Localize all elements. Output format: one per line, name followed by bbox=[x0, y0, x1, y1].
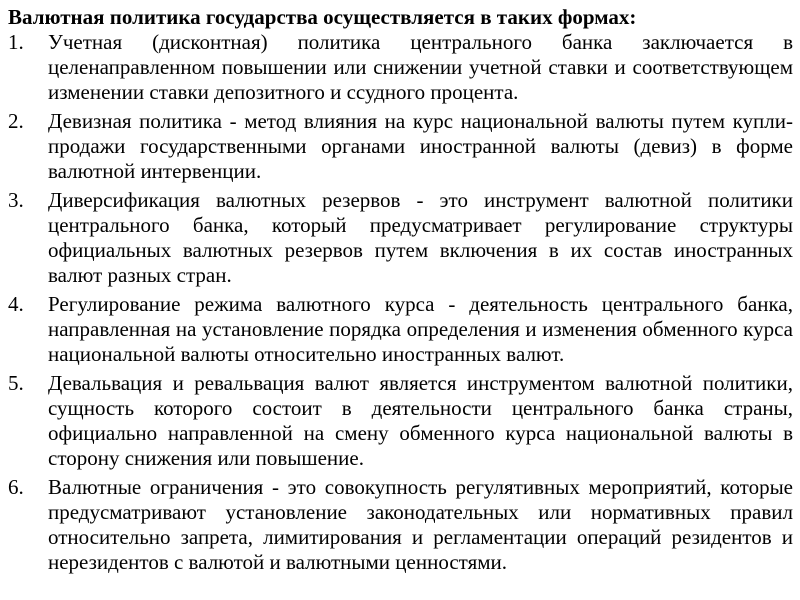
list-item-number: 5. bbox=[8, 371, 24, 395]
list-item-text: Девизная политика - метод влияния на курс национальной валюты путем купли-продажи государственными органами иностранной валюты (девиз) в форме валютной интервенции. bbox=[48, 109, 793, 183]
list-item-number: 6. bbox=[8, 475, 24, 499]
list-item-number: 1. bbox=[8, 30, 24, 54]
list-item-text: Регулирование режима валютного курса - деятельность центрального банка, направленная на установление порядка определения и изменения обменного курса национальной валюты относительно иностранных валют. bbox=[48, 292, 793, 366]
list-item-text: Диверсификация валютных резервов - это инструмент валютной политики центрального банка, который предусматривает регулирование структуры официальных валютных резервов путем включения в их состав иностранных валют разных стран. bbox=[48, 188, 793, 287]
list-item bbox=[8, 371, 793, 471]
list-item-number: 4. bbox=[8, 292, 24, 316]
list-item-text: Валютные ограничения - это совокупность регулятивных мероприятий, которые предусматривают установление законодательных или нормативных правил относительно запрета, лимитирования и регламентации операций резидентов и нерезидентов с валютой и валютными ценностями. bbox=[48, 475, 793, 574]
list-item-text: Учетная (дисконтная) политика центрального банка заключается в целенаправленном повышении или снижении учетной ставки и соответствующем изменении ставки депозитного и ссудного процента. bbox=[48, 30, 793, 104]
list-item-number: 3. bbox=[8, 188, 24, 212]
list-item bbox=[8, 30, 793, 105]
list-item-text: Девальвация и ревальвация валют является инструментом валютной политики, сущность которого состоит в деятельности центрального банка страны, официально направленной на смену обменного курса национальной валюты в сторону снижения или повышение. bbox=[48, 371, 793, 470]
list-item bbox=[8, 188, 793, 288]
list-item bbox=[8, 475, 793, 575]
forms-list bbox=[8, 30, 793, 575]
list-item-number: 2. bbox=[8, 109, 24, 133]
list-item bbox=[8, 292, 793, 367]
list-item bbox=[8, 109, 793, 184]
document-heading: Валютная политика государства осуществляется в таких формах: bbox=[8, 5, 637, 29]
